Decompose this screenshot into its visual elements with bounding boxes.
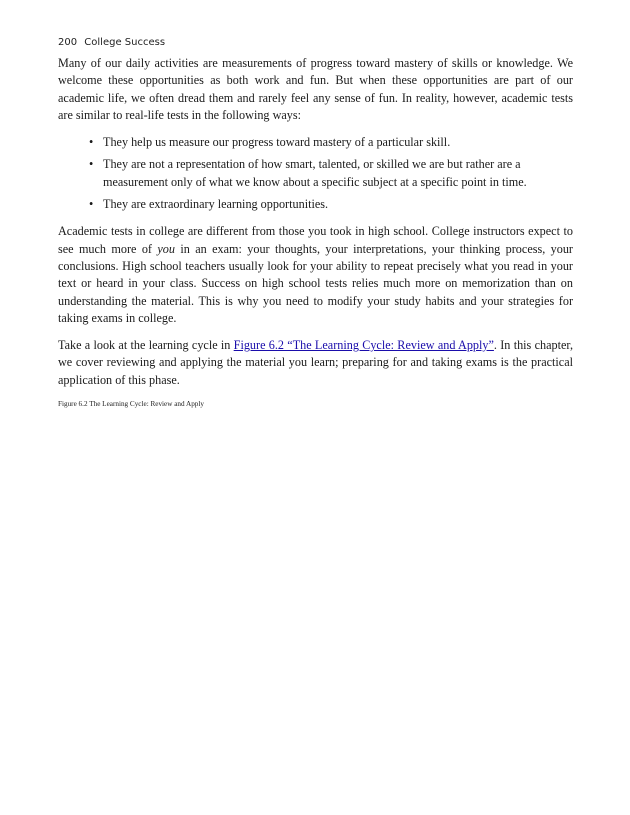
book-title: College Success [84,37,166,48]
figure-caption: Figure 6.2 The Learning Cycle: Review and Apply [58,400,204,409]
paragraph-text: . In this chapter, we cover reviewing and applying the material you learn; preparing for and taking exams is the practical application of this phase. [58,338,574,387]
paragraph-intro: Many of our daily activities are measurements of progress toward mastery of skills or knowledge. We welcome these opportunities as both work and fun. But when these opportunities are part of our academic life, we often dread them and rarely feel any sense of fun. In reality, however, academic tests are similar to real-life tests in the following ways: [58,56,573,122]
list-item [89,156,558,191]
paragraph-text: in an exam: your thoughts, your interpretations, your thinking process, your conclusions. High school teachers usually look for your ability to repeat precisely what you read in your text or heard in your class. Success on high school tests relies much more on memorization than on understanding the material. This is why you need to modify your study habits and your strategies for taking exams in college. [58,241,573,325]
bullet-icon: • [89,197,94,212]
paragraph-text: Take a look at the learning cycle in [58,338,234,353]
list-item-text: They are extraordinary learning opportunities. [103,197,329,212]
page-number: 200 [58,37,78,48]
paragraph-academic-tests [58,223,573,327]
running-header [58,36,573,50]
list-item-text: They help us measure our progress toward mastery of a particular skill. [103,135,451,150]
paragraph-text: Academic tests in college are different from those you took in high school. College instructors expect to see much more of [58,224,573,256]
emphasis-you: you [157,241,175,256]
list-item-text: They are not a representation of how smart, talented, or skilled we are but rather are a measurement only of what we know about a specific subject at a specific point in time. [103,157,527,189]
document-page [58,36,573,409]
bullet-icon: • [89,135,94,150]
list-item [89,134,558,151]
figure-link[interactable]: Figure 6.2 “The Learning Cycle: Review and Apply” [233,338,494,353]
bullet-icon: • [89,157,94,172]
paragraph-learning-cycle [58,337,573,389]
list-item [89,196,558,213]
bullet-list [58,134,573,213]
